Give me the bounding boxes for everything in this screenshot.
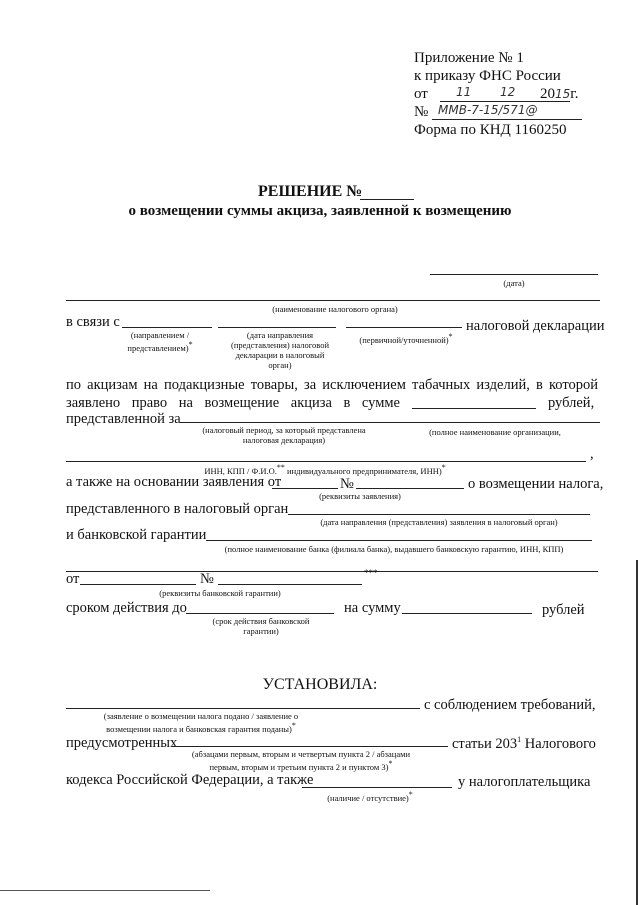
- tax-period-org-line: [180, 422, 600, 423]
- presence-caption: (наличие / отсутствие)*: [327, 790, 413, 803]
- also-based-label: а также на основании заявления от: [66, 474, 282, 490]
- submitted-to-label: представленного в налоговый орган: [66, 501, 289, 517]
- order-number-prefix: №: [414, 104, 429, 120]
- guarantee-stars: ***: [364, 568, 378, 578]
- guarantee-date-line: [80, 584, 196, 585]
- rubles-2-label: рублей: [542, 602, 585, 618]
- submitted-for-label: представленной за: [66, 411, 181, 427]
- app-submission-date-caption: (дата направления (представления) заявления в налоговый орган): [320, 517, 558, 527]
- inn-line: [66, 461, 586, 462]
- excise-line-1: по акцизам на подакцизные товары, за исключением табачных изделий, в которой: [66, 377, 598, 393]
- bank-name-line: [206, 540, 592, 541]
- decision-number-line: [360, 199, 414, 200]
- order-year-suffix: г.: [570, 86, 579, 102]
- direction-line: [122, 327, 212, 328]
- presence-line: [302, 787, 452, 788]
- order-number: ММВ-7-15/571@: [438, 103, 538, 117]
- inn-caption: ИНН, КПП / Ф.И.О.** индивидуального предпринимателя, ИНН)*: [204, 463, 446, 476]
- app-submitted-line: [66, 708, 420, 709]
- order-year: [540, 86, 579, 103]
- guarantee-term-caption: (срок действия банковской гарантии): [212, 616, 310, 636]
- excise-line-2: заявлено право на возмещение акциза в сумме: [66, 395, 400, 411]
- taxpayer-label: у налогоплательщика: [458, 774, 591, 790]
- provided-label: предусмотренных: [66, 735, 178, 751]
- rubles-label: рублей,: [548, 395, 595, 411]
- compliance-label: с соблюдением требований,: [424, 697, 596, 713]
- date-line: [430, 274, 598, 275]
- declaration-type-line: [346, 327, 462, 328]
- guarantee-num-label: №: [200, 571, 214, 587]
- submission-date-caption: (дата направления (представления) налоговой декларации в налоговый орган): [230, 330, 330, 370]
- paragraphs-line: [172, 746, 448, 747]
- submission-date-line: [218, 327, 336, 328]
- refund-tail-label: о возмещении налога,: [468, 476, 604, 492]
- order-year-prefix: 20: [540, 86, 555, 102]
- guarantee-amount-line: [402, 613, 532, 614]
- bank-name-caption: (полное наименование банка (филиала банка), выдавшего банковскую гарантию, ИНН, КПП): [224, 544, 564, 554]
- tax-period-caption: (налоговый период, за который представлена налоговая декларация): [202, 425, 366, 445]
- scan-edge-right: [636, 560, 638, 905]
- org-name-caption: (полное наименование организации,: [429, 427, 561, 437]
- bank-extra-line: [66, 571, 598, 572]
- for-amount-label: на сумму: [344, 600, 401, 616]
- order-date-day: 11: [456, 85, 472, 99]
- app-submitted-caption: (заявление о возмещении налога подано / заявление о возмещении налога и банковская гарантия поданы)*: [103, 711, 299, 734]
- decision-subtitle: о возмещении суммы акциза, заявленной к возмещению: [128, 203, 512, 219]
- code-label: кодекса Российской Федерации, а также: [66, 772, 314, 788]
- validity-date-line: [186, 613, 334, 614]
- guarantee-number-line: [218, 584, 362, 585]
- app-submission-date-line: [288, 514, 590, 515]
- in-connection-label: в связи с: [66, 314, 120, 330]
- bank-guarantee-label: и банковской гарантии: [66, 527, 207, 543]
- direction-caption: (направлением /представлением)*: [127, 330, 193, 353]
- app-number-line: [356, 488, 464, 489]
- tax-declaration-label: налоговой декларации: [466, 318, 605, 334]
- appendix-line1: Приложение № 1: [414, 50, 524, 66]
- scan-edge-bottom: [0, 890, 210, 891]
- form-code: Форма по КНД 1160250: [414, 122, 567, 138]
- guarantee-from-label: от: [66, 571, 80, 587]
- amount-line: [412, 408, 536, 409]
- app-num-label: №: [340, 476, 354, 492]
- appendix-line2: к приказу ФНС России: [414, 68, 561, 84]
- order-date-month: 12: [500, 85, 516, 99]
- paragraphs-caption: (абзацами первым, вторым и четвертым пункта 2 / абзацами первым, вторым и третьим пункта 2 и пунктом 3)*: [191, 749, 411, 772]
- tax-authority-caption: (наименование налогового органа): [272, 304, 398, 314]
- decision-title: РЕШЕНИЕ №: [258, 183, 363, 200]
- tax-authority-line: [66, 300, 600, 301]
- established-heading: УСТАНОВИЛА:: [262, 676, 378, 693]
- date-caption: (дата): [503, 278, 525, 288]
- guarantee-details-caption: (реквизиты банковской гарантии): [159, 588, 281, 598]
- appendix-from: от: [414, 86, 428, 102]
- declaration-type-caption: (первичной/уточненной)*: [359, 332, 453, 345]
- validity-label: сроком действия до: [66, 600, 187, 616]
- order-year-hand: 15: [555, 87, 571, 101]
- order-number-line: [432, 119, 582, 120]
- app-details-caption: (реквизиты заявления): [319, 491, 401, 501]
- inn-line-comma: ,: [590, 446, 594, 462]
- app-date-line: [272, 488, 338, 489]
- article-label: статьи $203^1$ Налогового: [452, 735, 596, 752]
